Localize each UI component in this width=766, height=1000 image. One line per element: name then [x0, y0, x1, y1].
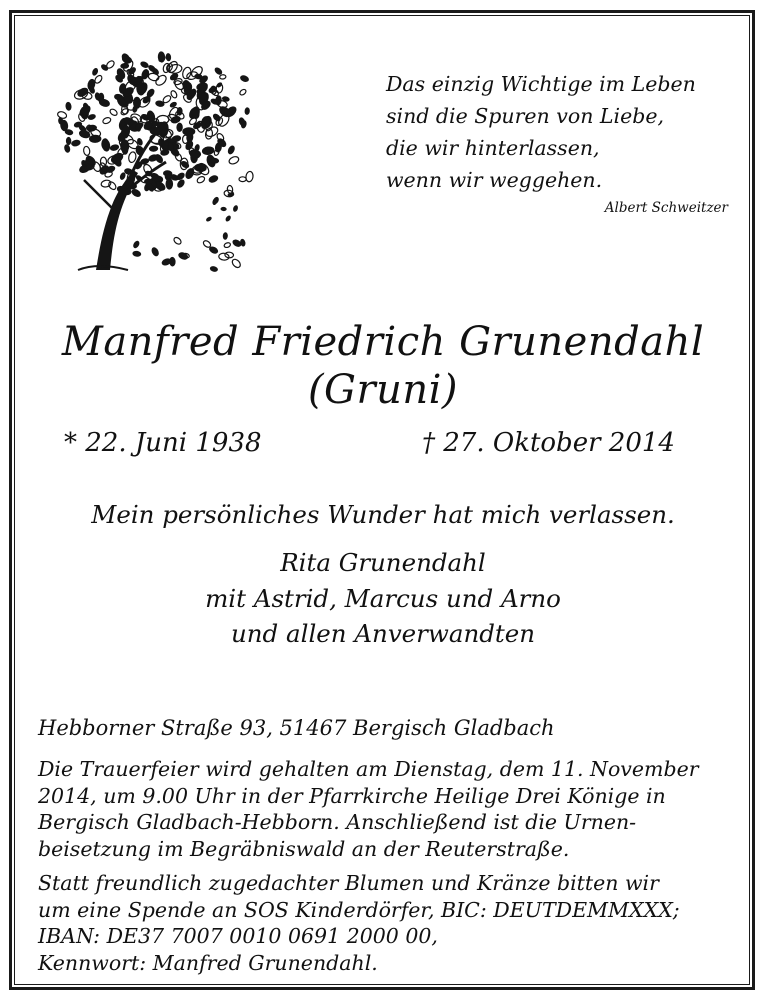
address: Hebborner Straße 93, 51467 Bergisch Gladbach: [38, 716, 555, 740]
family-line: und allen Anverwandten: [230, 619, 536, 648]
birth-date: * 22. Juni 1938: [64, 428, 262, 458]
family-line: mit Astrid, Marcus und Arno: [205, 583, 561, 613]
quote-line: Das einzig Wichtige im Leben: [386, 72, 696, 96]
ceremony-line: Die Trauerfeier wird gehalten am Dienstag, dem 11. November: [38, 757, 699, 781]
quote-line: die wir hinterlassen,: [386, 136, 600, 160]
death-date: † 27. Oktober 2014: [422, 428, 675, 458]
quote-line: wenn wir weggehen.: [386, 168, 603, 192]
donation-paragraph: [38, 870, 728, 976]
quote-line: sind die Spuren von Liebe,: [386, 104, 664, 128]
donation-line: um eine Spende an SOS Kinderdörfer, BIC: DEUTDEMMXXX;: [38, 897, 680, 922]
deceased-name: Manfred Friedrich Grunendahl: [61, 319, 705, 365]
donation-line: Kennwort: Manfred Grunendahl.: [38, 950, 378, 975]
farewell-message: Mein persönliches Wunder hat mich verlassen.: [91, 500, 675, 529]
donation-line: IBAN: DE37 7007 0010 0691 2000 00,: [38, 924, 438, 948]
ceremony-paragraph: [38, 756, 728, 862]
ceremony-line: 2014, um 9.00 Uhr in der Pfarrkirche Heilige Drei Könige in: [38, 783, 666, 808]
deceased-nickname: (Gruni): [307, 367, 459, 413]
family-line: Rita Grunendahl: [280, 548, 486, 577]
quote-block: [386, 68, 736, 196]
quote-author: Albert Schweitzer: [604, 200, 728, 216]
windblown-tree-icon: [38, 30, 258, 275]
family-block: [20, 545, 746, 652]
ceremony-line: beisetzung im Begräbniswald an der Reuterstraße.: [38, 836, 570, 861]
ceremony-line: Bergisch Gladbach-Hebborn. Anschließend ist die Urnen-: [38, 810, 637, 834]
donation-line: Statt freundlich zugedachter Blumen und Kränze bitten wir: [38, 871, 659, 895]
